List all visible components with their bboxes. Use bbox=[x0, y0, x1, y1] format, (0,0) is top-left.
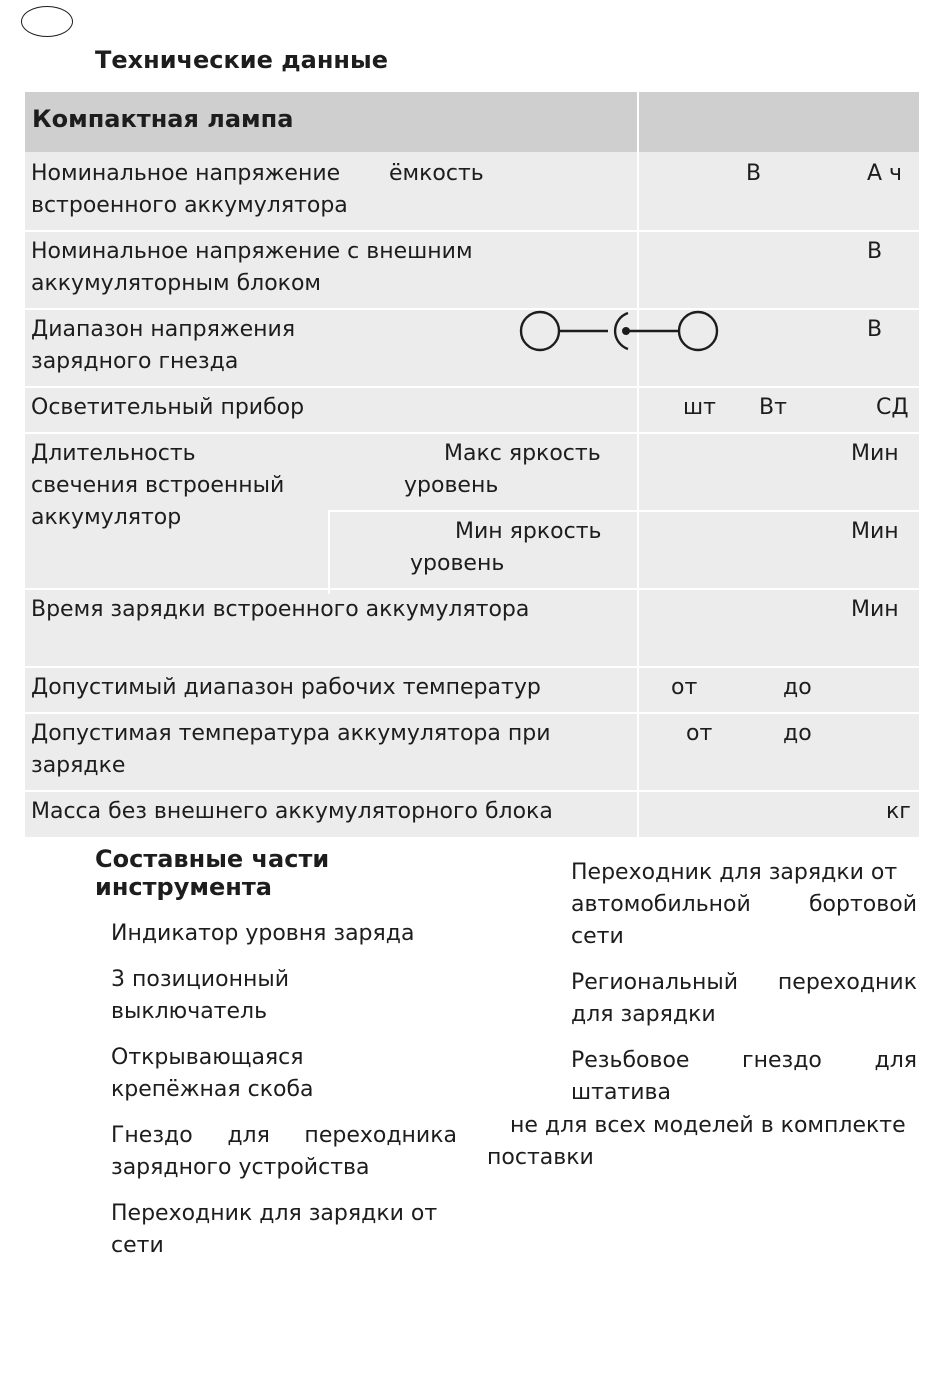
list-item: Переходник для зарядки от bbox=[111, 1201, 438, 1226]
polarity-symbol-icon bbox=[518, 309, 722, 353]
op-temp-from: от bbox=[671, 675, 698, 700]
components-title-line2: инструмента bbox=[95, 873, 272, 901]
capacity-unit: А ч bbox=[867, 161, 903, 186]
components-title bbox=[95, 845, 329, 901]
voltage-label: Номинальное напряжение bbox=[31, 161, 341, 186]
charge-range-label: Диапазон напряжения bbox=[31, 317, 296, 342]
list-item: зарядного устройства bbox=[111, 1155, 370, 1180]
min-brightness-label-line2: уровень bbox=[410, 551, 505, 576]
ext-voltage-label: Номинальное напряжение с внешним bbox=[31, 239, 473, 264]
list-item: Региональный переходник bbox=[571, 970, 917, 995]
row-separator bbox=[25, 432, 919, 434]
charge-time-unit: Мин bbox=[851, 597, 899, 622]
light-unit-pcs: шт bbox=[683, 395, 716, 420]
ext-voltage-label-line2: аккумуляторным блоком bbox=[31, 271, 322, 296]
mass-label: Масса без внешнего аккумуляторного блока bbox=[31, 799, 553, 824]
list-item: Гнездо для переходника bbox=[111, 1123, 457, 1148]
bat-temp-to: до bbox=[783, 721, 812, 746]
list-item: выключатель bbox=[111, 999, 268, 1024]
list-item: Резьбовое гнездо для bbox=[571, 1048, 917, 1073]
sub-column-divider bbox=[328, 510, 330, 594]
row-separator bbox=[25, 712, 919, 714]
min-brightness-label: Мин яркость bbox=[455, 519, 602, 544]
list-item: Индикатор уровня заряда bbox=[111, 921, 415, 946]
column-divider bbox=[637, 92, 639, 837]
max-brightness-label-line2: уровень bbox=[404, 473, 499, 498]
footnote: не для всех моделей в комплекте bbox=[510, 1113, 906, 1138]
op-temp-label: Допустимый диапазон рабочих температур bbox=[31, 675, 541, 700]
charge-range-unit: В bbox=[867, 317, 883, 342]
charge-time-label: Время зарядки встроенного аккумулятора bbox=[31, 597, 530, 622]
list-item: крепёжная скоба bbox=[111, 1077, 314, 1102]
page-title: Технические данные bbox=[95, 46, 388, 74]
bat-temp-label-line2: зарядке bbox=[31, 753, 126, 778]
list-item: Открывающаяся bbox=[111, 1045, 304, 1070]
row-separator bbox=[25, 588, 919, 590]
list-item: штатива bbox=[571, 1080, 671, 1105]
language-marker bbox=[21, 6, 73, 37]
row-separator bbox=[25, 386, 919, 388]
footnote-line2: поставки bbox=[487, 1145, 594, 1170]
list-item: автомобильной бортовой bbox=[571, 892, 917, 917]
mass-unit: кг bbox=[886, 799, 911, 824]
list-item: сети bbox=[571, 924, 624, 949]
bat-temp-label: Допустимая температура аккумулятора при bbox=[31, 721, 551, 746]
light-label: Осветительный прибор bbox=[31, 395, 305, 420]
max-brightness-unit: Мин bbox=[851, 441, 899, 466]
capacity-label: ёмкость bbox=[389, 161, 484, 186]
duration-label-line2: свечения встроенный bbox=[31, 473, 285, 498]
ext-voltage-unit: В bbox=[867, 239, 883, 264]
duration-label-line3: аккумулятор bbox=[31, 505, 182, 530]
max-brightness-label: Макс яркость bbox=[444, 441, 601, 466]
row-separator bbox=[25, 308, 919, 310]
op-temp-to: до bbox=[783, 675, 812, 700]
voltage-unit: В bbox=[746, 161, 762, 186]
min-brightness-unit: Мин bbox=[851, 519, 899, 544]
light-unit-led: СД bbox=[876, 395, 909, 420]
list-item: 3 позиционный bbox=[111, 967, 289, 992]
charge-range-label-line2: зарядного гнезда bbox=[31, 349, 239, 374]
voltage-label-line2: встроенного аккумулятора bbox=[31, 193, 348, 218]
row-separator bbox=[25, 666, 919, 668]
bat-temp-from: от bbox=[686, 721, 713, 746]
table-header-title: Компактная лампа bbox=[32, 105, 294, 133]
row-separator bbox=[330, 510, 919, 512]
row-separator bbox=[25, 790, 919, 792]
list-item: сети bbox=[111, 1233, 164, 1258]
light-unit-watt: Вт bbox=[759, 395, 787, 420]
row-separator bbox=[25, 230, 919, 232]
list-item: для зарядки bbox=[571, 1002, 716, 1027]
list-item: Переходник для зарядки от bbox=[571, 860, 898, 885]
components-title-line1: Составные части bbox=[95, 845, 330, 873]
table-header bbox=[25, 92, 919, 152]
tech-data-table bbox=[25, 92, 919, 837]
duration-label: Длительность bbox=[31, 441, 196, 466]
